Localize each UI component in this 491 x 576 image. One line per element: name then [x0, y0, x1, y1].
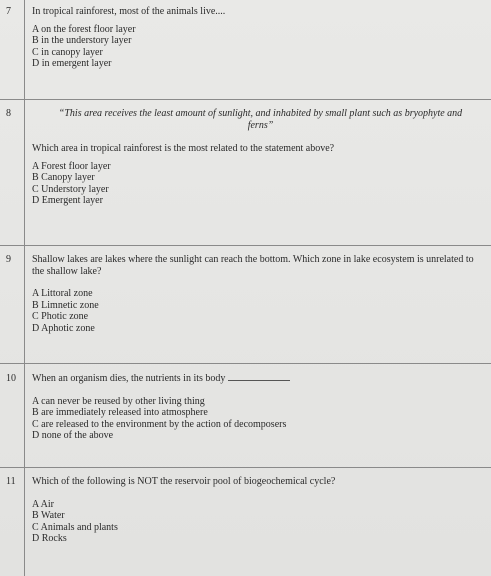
- question-number: 8: [6, 108, 11, 119]
- option-a[interactable]: A can never be reused by other living thing: [32, 395, 205, 407]
- statement-quote: “This area receives the least amount of sunlight, and inhabited by small plant such as bryophyte and ferns”: [58, 108, 463, 131]
- question-body: [32, 6, 483, 70]
- option-d[interactable]: D Emergent layer: [32, 195, 103, 206]
- question-stem: Which area in tropical rainforest is the most related to the statement above?: [32, 143, 335, 154]
- option-a[interactable]: A Air: [32, 498, 54, 510]
- option-a[interactable]: A Littoral zone: [32, 288, 93, 299]
- option-a[interactable]: A on the forest floor layer: [32, 23, 136, 35]
- option-b[interactable]: B Limnetic zone: [32, 299, 99, 311]
- question-stem: In tropical rainforest, most of the animals live....: [32, 6, 226, 17]
- option-c[interactable]: C Understory layer: [32, 183, 109, 195]
- option-list: [32, 161, 483, 207]
- question-body: [32, 476, 483, 545]
- option-b[interactable]: B are immediately released into atmosphere: [32, 407, 208, 418]
- option-list: [32, 288, 483, 334]
- option-list: [32, 24, 483, 70]
- question-number: 10: [6, 373, 16, 384]
- option-b[interactable]: B Canopy layer: [32, 172, 95, 183]
- option-list: [32, 396, 483, 442]
- option-a[interactable]: A Forest floor layer: [32, 160, 111, 172]
- question-stem-text: When an organism dies, the nutrients in its body: [32, 373, 226, 384]
- question-stem: [32, 373, 483, 385]
- question-number: 9: [6, 254, 11, 265]
- question-stem: Shallow lakes are lakes where the sunlight can reach the bottom. Which zone in lake ecosystem is unrelated to the shallow lake?: [32, 254, 474, 277]
- option-c[interactable]: C are released to the environment by the action of decomposers: [32, 418, 287, 430]
- question-body: [32, 108, 483, 207]
- option-b[interactable]: B Water: [32, 510, 65, 521]
- question-number: 7: [6, 6, 11, 17]
- question-body: [32, 254, 483, 334]
- option-list: [32, 499, 483, 545]
- option-d[interactable]: D Rocks: [32, 533, 67, 544]
- row-divider: [0, 363, 491, 364]
- number-column-divider: [24, 0, 25, 576]
- option-c[interactable]: C in canopy layer: [32, 46, 103, 58]
- option-d[interactable]: D none of the above: [32, 430, 114, 441]
- option-b[interactable]: B in the understory layer: [32, 35, 132, 46]
- question-number: 11: [6, 476, 16, 487]
- question-stem: Which of the following is NOT the reservoir pool of biogeochemical cycle?: [32, 476, 336, 487]
- answer-blank: [228, 380, 290, 381]
- option-c[interactable]: C Animals and plants: [32, 521, 118, 533]
- option-d[interactable]: D in emergent layer: [32, 58, 112, 69]
- question-body: [32, 373, 483, 442]
- row-divider: [0, 99, 491, 100]
- row-divider: [0, 245, 491, 246]
- option-c[interactable]: C Photic zone: [32, 311, 89, 322]
- option-d[interactable]: D Aphotic zone: [32, 322, 95, 334]
- row-divider: [0, 467, 491, 468]
